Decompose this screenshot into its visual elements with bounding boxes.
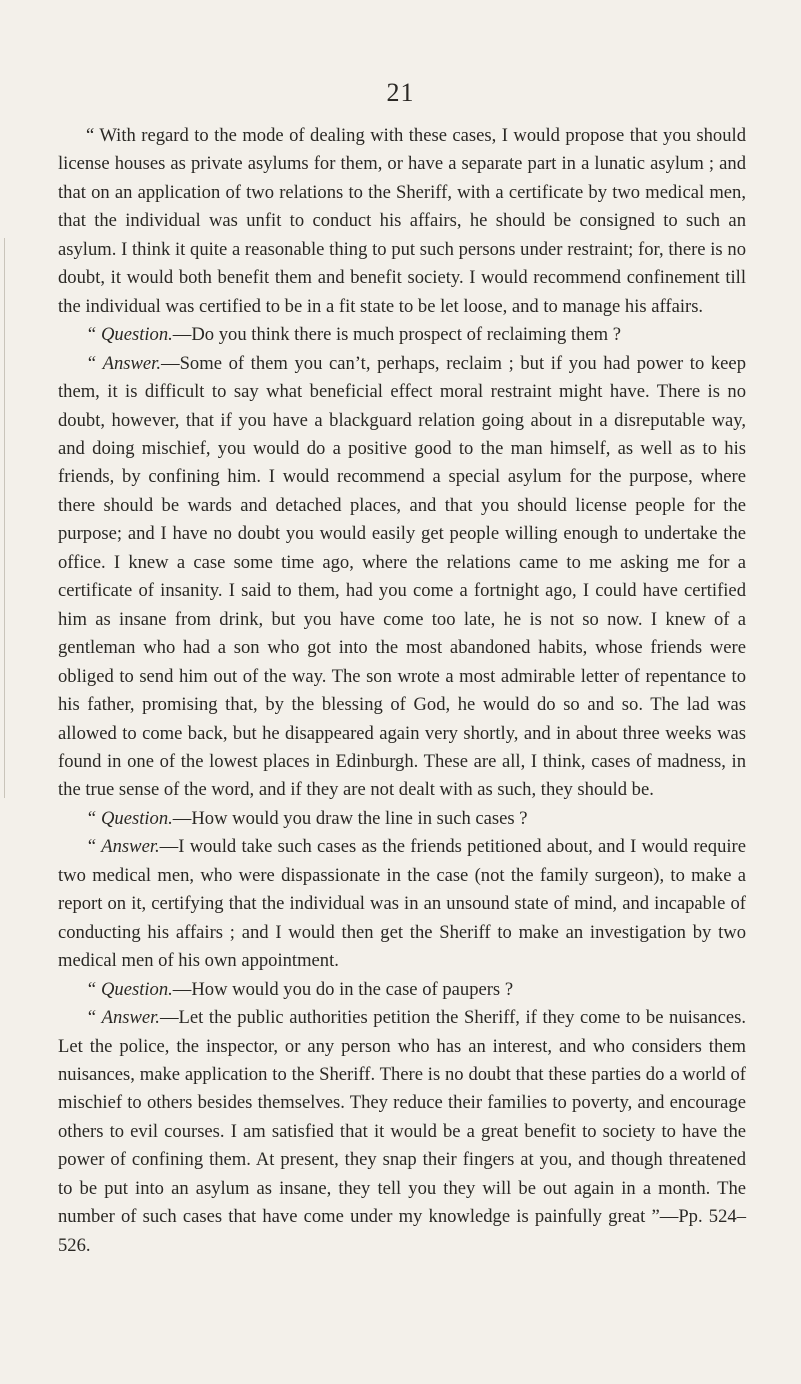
question-text: —Do you think there is much prospect of reclaiming them ? <box>172 324 621 346</box>
paragraph-question <box>58 321 746 349</box>
question-text: —How would you do in the case of paupers ? <box>172 978 514 1000</box>
page-number: 21 <box>386 78 415 107</box>
question-label: “ Question. <box>86 978 173 1000</box>
answer-text: —Some of them you can’t, perhaps, reclaim ; but if you had power to keep them, it is difficult to say what beneficial effect moral restraint might have. There is no doubt, however, that if you have a blackguard relation going about in a disreputable way, and doing mischief, you would do a positive good to the man himself, as well as to his friends, by confining him. I would recommend a special asylum for the purpose, where there should be wards and detached places, and that you should license people for the purpose; and I have no doubt you would easily get people willing enough to undertake the office. I knew a case some time ago, where the relations came to me asking me for a certificate of insanity. I said to them, had you come a fortnight ago, I could have certified him as insane from drink, but you have come too late, he is not so now. I knew of a gentleman who had a son who got into the most abandoned habits, whose friends were obliged to send him out of the way. The son wrote a most admirable letter of repentance to his father, promising that, by the blessing of God, he would do so and so. The lad was allowed to come back, but he disappeared again very shortly, and in about three weeks was found in one of the lowest places in Edinburgh. These are all, I think, cases of madness, in the true sense of the word, and if they are not dealt with as such, they should be. <box>58 352 746 801</box>
paragraph-question <box>58 805 746 833</box>
answer-label: “ Answer. <box>86 1007 160 1029</box>
answer-label: “ Answer. <box>86 352 161 374</box>
page-edge-shadow <box>4 238 5 798</box>
body-text <box>58 122 746 1260</box>
question-label: “ Question. <box>86 807 173 829</box>
paragraph-answer <box>58 833 746 975</box>
paragraph-answer <box>58 350 746 805</box>
question-label: “ Question. <box>86 324 173 346</box>
answer-text: —Let the public authorities petition the Sheriff, if they come to be nuisances. Let the police, the inspector, or any person who has an interest, and who considers them nuisances, make application to the Sheriff. There is no doubt that these parties do a world of mischief to others besides themselves. They reduce their families to poverty, and encourage others to evil courses. I am satisfied that it would be a great benefit to society to have the power of confining them. At present, they snap their fingers at you, and though threatened to be put into an asylum as insane, they tell you they will be out again in a month. The number of such cases that have come under my knowledge is painfully great ”—Pp. 524–526. <box>58 1007 746 1256</box>
paragraph-text: “ With regard to the mode of dealing with these cases, I would propose that you should license houses as private asylums for them, or have a separate part in a lunatic asylum ; and that on an application of two relations to the Sheriff, with a certificate by two medical men, that the individual was unfit to conduct his affairs, he should be consigned to such an asylum. I think it quite a reasonable thing to put such persons under restraint; for, there is no doubt, it would both benefit them and benefit society. I would recommend confinement till the individual was certified to be in a fit state to be let loose, and to manage his affairs. <box>58 125 746 317</box>
answer-label: “ Answer. <box>86 836 160 858</box>
paragraph-question <box>58 976 746 1004</box>
answer-text: —I would take such cases as the friends petitioned about, and I would require two medical men, who were dispassionate in the case (not the family surgeon), to make a report on it, certifying that the individual was in an unsound state of mind, and incapable of conducting his affairs ; and I would then get the Sheriff to make an investigation by two medical men of his own appointment. <box>58 836 746 972</box>
question-text: —How would you draw the line in such cases ? <box>172 807 528 829</box>
paragraph-answer <box>58 1004 746 1260</box>
paragraph-intro <box>58 122 746 321</box>
